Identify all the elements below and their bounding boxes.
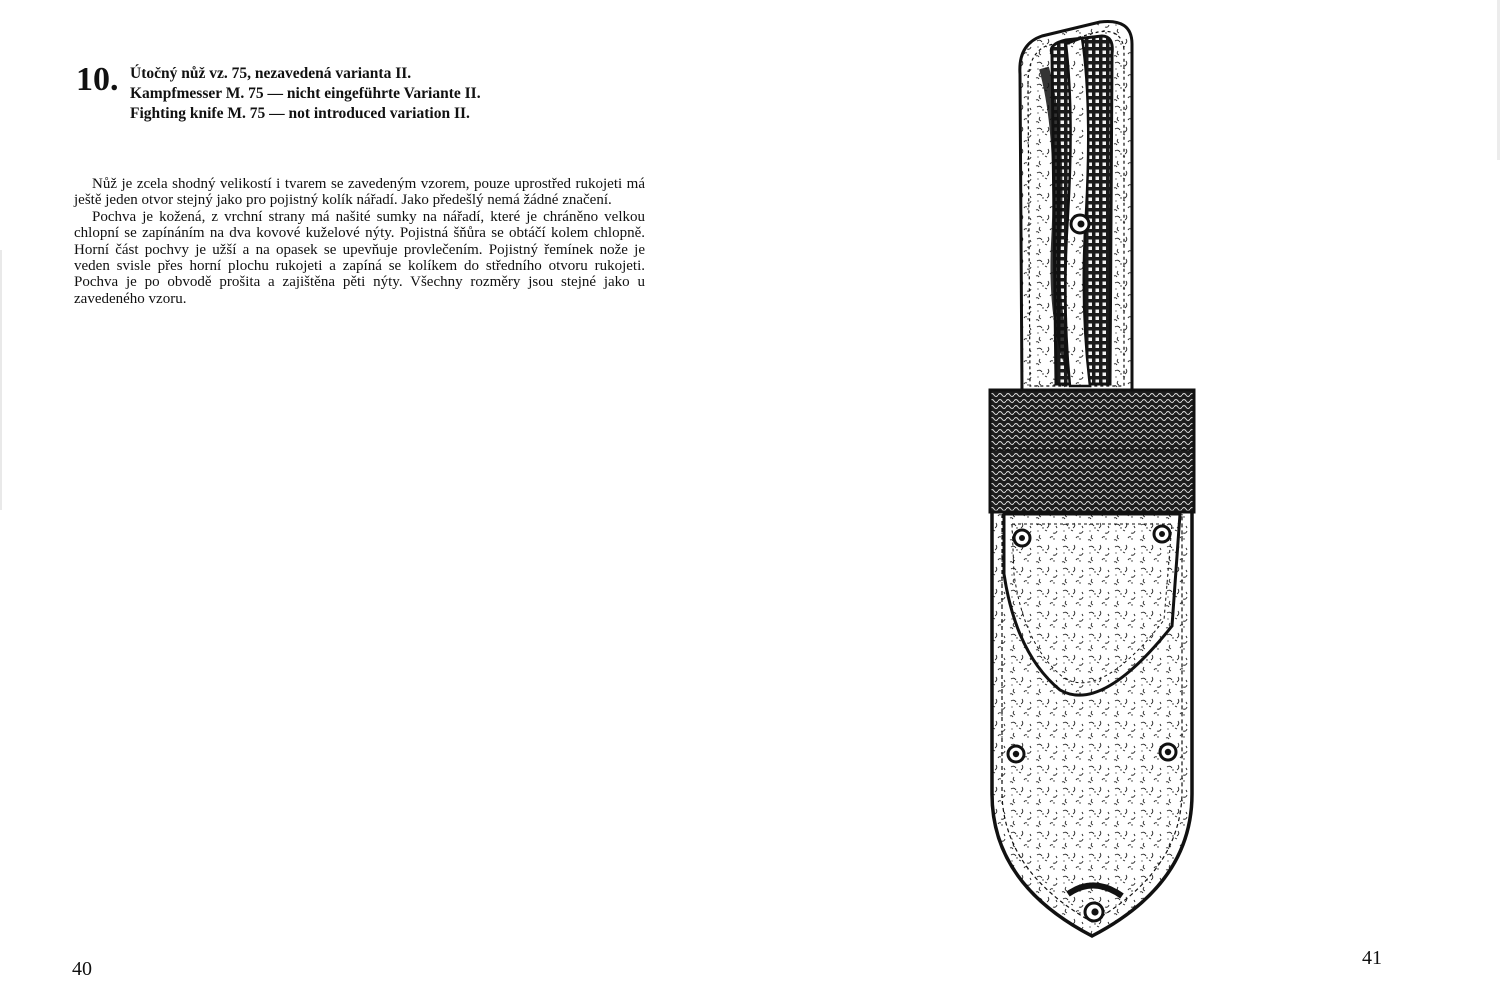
cord-wrap bbox=[990, 390, 1194, 512]
entry-number: 10. bbox=[76, 61, 119, 98]
page-number-right: 41 bbox=[1362, 947, 1382, 969]
retaining-strap bbox=[1065, 38, 1090, 386]
entry-title-german: Kampfmesser M. 75 — nicht eingeführte Variante II. bbox=[130, 85, 481, 102]
entry-titles bbox=[130, 64, 481, 124]
knife-sheath-illustration bbox=[982, 14, 1212, 944]
entry-title-english: Fighting knife M. 75 — not introduced variation II. bbox=[130, 105, 470, 122]
paragraph-knife: Nůž je zcela shodný velikostí i tvarem se zavedeným vzorem, pouze uprostřed rukojeti má ještě jeden otvor stejný jako pro pojistný kolík nářadí. Jako předešlý nemá žádné značení. bbox=[74, 176, 645, 209]
description-text bbox=[74, 176, 645, 307]
entry-title-czech: Útočný nůž vz. 75, nezavedená varianta II. bbox=[130, 65, 412, 82]
paragraph-sheath: Pochva je kožená, z vrchní strany má našité sumky na nářadí, které je chráněno velkou chlopní se zapínáním na dva kovové kuželové nýty. Pojistná šňůra se obtáčí kolem chlopně. Horní část pochvy je užší a na opasek se upevňuje provlečením. Pojistný řemínek nože je veden svisle přes horní plochu rukojeti a zapíná se kolíkem do středního otvoru rukojeti. Pochva je po obvodě prošita a zajištěna pěti nýty. Všechny rozměry jsou stejné jako u zavedeného vzoru. bbox=[74, 208, 645, 307]
page-number-left: 40 bbox=[72, 958, 92, 980]
right-page bbox=[750, 0, 1500, 1000]
